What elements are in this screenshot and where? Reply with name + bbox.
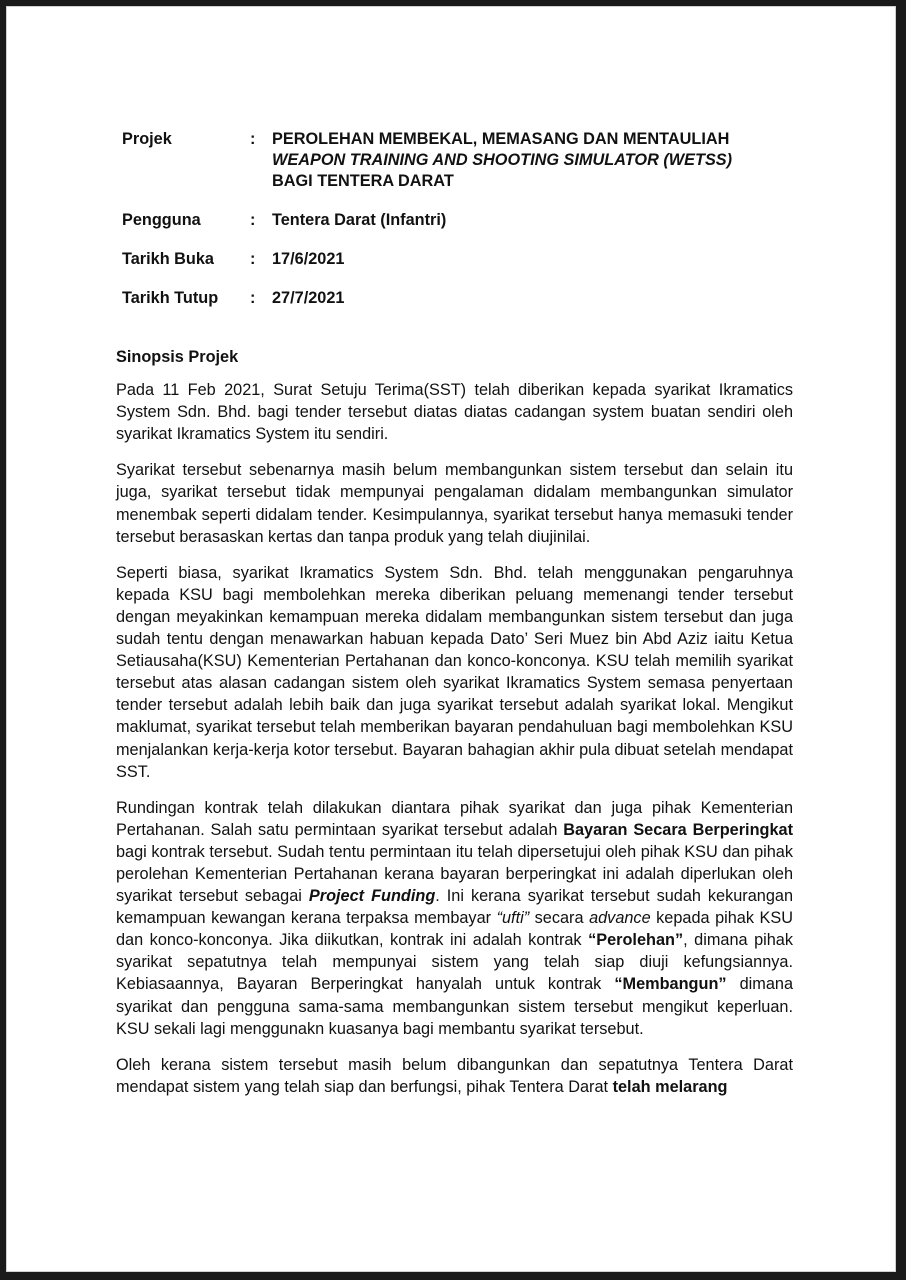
bold-text: telah melarang: [612, 1077, 728, 1096]
projek-line-3: BAGI TENTERA DARAT: [272, 172, 454, 190]
meta-colon: :: [250, 211, 256, 229]
text-run: . Ini kerana syarikat tersebut sudah kekurangan kemampuan kewangan kerana terpaksa membayar: [116, 887, 793, 928]
paragraph-1: Pada 11 Feb 2021, Surat Setuju Terima(SST) telah diberikan kepada syarikat Ikramatics System Sdn. Bhd. bagi tender tersebut diatas diatas cadangan system buatan sendiri oleh syarikat Ikramatics System itu sendiri.: [116, 381, 793, 444]
project-meta: [122, 129, 822, 309]
meta-label-tarikh-tutup: Tarikh Tutup: [122, 289, 219, 307]
meta-label-tarikh-buka: Tarikh Buka: [122, 250, 214, 268]
meta-label-pengguna: Pengguna: [122, 211, 201, 229]
italic-text: “ufti”: [496, 909, 530, 928]
text-run: Rundingan kontrak telah dilakukan diantara pihak syarikat dan juga pihak Kementerian Pertahanan. Salah satu permintaan syarikat tersebut adalah: [116, 798, 793, 839]
bold-text: “Perolehan”: [588, 931, 684, 950]
meta-row-tarikh-buka: [122, 249, 822, 270]
paragraph-5: [116, 1054, 793, 1098]
meta-label-projek: Projek: [122, 130, 172, 148]
meta-colon: :: [250, 289, 256, 307]
bold-text: Bayaran Secara Berperingkat: [563, 820, 794, 839]
text-run: bagi kontrak tersebut. Sudah tentu permintaan itu telah dipersetujui oleh pihak KSU dan pihak perolehan Kementerian Pertahanan kerana bayaran berperingkat ini adalah diperlukan oleh syarikat tersebut sebagai: [116, 842, 793, 906]
meta-row-projek: [122, 129, 822, 192]
bold-italic-text: Project Funding: [308, 887, 436, 906]
text-run: secara: [529, 909, 590, 928]
paragraph-3: Seperti biasa, syarikat Ikramatics System Sdn. Bhd. telah menggunakan pengaruhnya kepada KSU bagi membolehkan mereka diberikan peluang memenangi tender tersebut dengan meyakinkan kemampuan mereka didalam membangunkan sistem tersebut dan juga sudah tentu dengan menawarkan habuan kepada Dato’ Seri Muez bin Abd Aziz iaitu Ketua Setiausaha(KSU) Kementerian Pertahanan dan konco-konconya. KSU telah memilih syarikat tersebut atas alasan cadangan sistem oleh syarikat Ikramatics System semasa penyertaan tender tersebut adalah lebih baik dan juga syarikat tersebut adalah syarikat lokal. Mengikut maklumat, syarikat tersebut telah memberikan bayaran pendahuluan bagi membolehkan KSU menjalankan kerja-kerja kotor tersebut. Bayaran bahagian akhir pula dibuat setelah mendapat SST.: [116, 563, 793, 781]
projek-line-1: PEROLEHAN MEMBEKAL, MEMASANG DAN MENTAULIAH: [272, 130, 730, 148]
meta-row-pengguna: [122, 210, 822, 231]
meta-colon: :: [250, 250, 256, 268]
text-run: , dimana pihak syarikat sepatutnya telah mempunyai sistem yang telah siap diuji kefungsiannya. Kebiasaannya, Bayaran Berperingkat hanyalah untuk kontrak: [116, 931, 793, 994]
meta-value-tarikh-tutup: 27/7/2021: [272, 289, 345, 307]
text-run: kepada pihak KSU dan konco-konconya. Jika diikutkan, kontrak ini adalah kontrak: [116, 909, 794, 950]
section-title: Sinopsis Projek: [116, 348, 239, 366]
text-run: Oleh kerana sistem tersebut masih belum dibangunkan dan sepatutnya Tentera Darat mendapat sistem yang telah siap dan berfungsi, pihak Tentera Darat: [116, 1055, 793, 1096]
italic-text: advance: [589, 909, 651, 928]
meta-value-pengguna: Tentera Darat (Infantri): [272, 211, 447, 229]
meta-value-tarikh-buka: 17/6/2021: [272, 250, 345, 268]
meta-row-tarikh-tutup: [122, 288, 822, 309]
projek-line-2: WEAPON TRAINING AND SHOOTING SIMULATOR (WETSS): [272, 151, 733, 169]
meta-colon: :: [250, 130, 256, 148]
meta-value-projek: [272, 129, 822, 192]
document-page: [6, 6, 896, 1272]
text-run: dimana syarikat dan pengguna sama-sama membangunkan sistem tersebut mengikut keperluan. KSU sekali lagi menggunakn kuasanya bagi membantu syarikat tersebut.: [116, 975, 793, 1038]
synopsis-section: [116, 346, 793, 1112]
paragraph-2: Syarikat tersebut sebenarnya masih belum membangunkan sistem tersebut dan selain itu juga, syarikat tersebut tidak mempunyai pengalaman didalam membangunkan simulator menembak seperti didalam tender. Kesimpulannya, syarikat tersebut hanya memasuki tender tersebut berasaskan kertas dan tanpa produk yang telah diujinilai.: [116, 461, 793, 546]
paragraph-4: [116, 797, 793, 1040]
bold-text: “Membangun”: [614, 975, 727, 994]
